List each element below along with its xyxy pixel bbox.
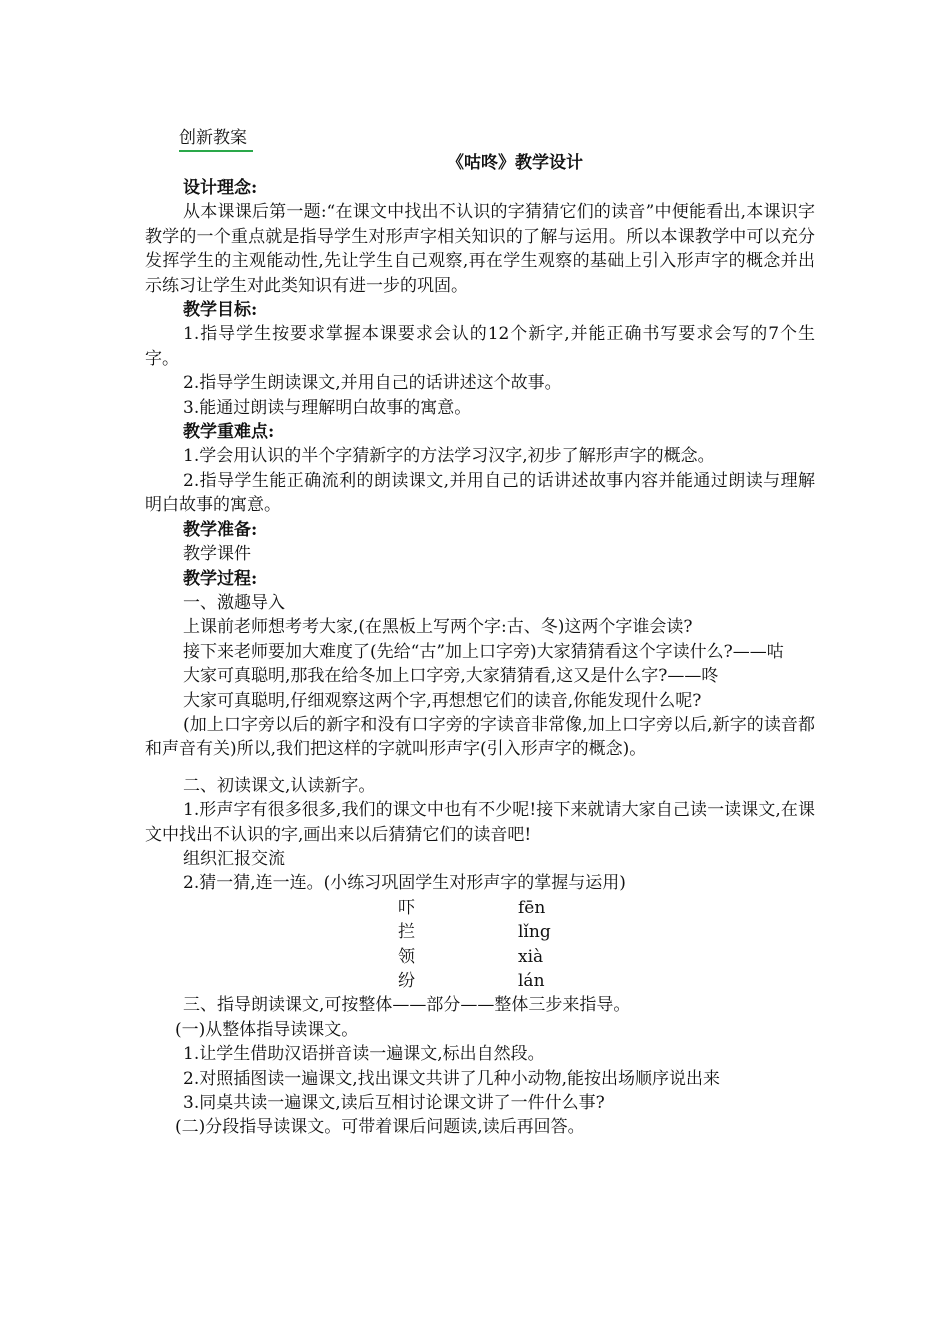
match-char: 吓 — [398, 897, 415, 918]
step3-title: 三、指导朗读课文,可按整体——部分——整体三步来指导。 — [183, 995, 631, 1016]
prep-heading: 教学准备: — [183, 519, 258, 540]
prep-text: 教学课件 — [183, 544, 251, 565]
match-pinyin: lán — [518, 971, 545, 991]
match-pinyin: fēn — [518, 897, 546, 918]
step3-item: 2.对照插图读一遍课文,找出课文共讲了几种小动物,能按出场顺序说出来 — [183, 1068, 721, 1089]
step3-item: 1.让学生借助汉语拼音读一遍课文,标出自然段。 — [183, 1044, 545, 1065]
matching-exercise — [145, 896, 815, 994]
step2-title: 二、初读课文,认读新字。 — [183, 775, 376, 796]
step3-subheading: (一)从整体指导读课文。 — [175, 1019, 359, 1040]
step1-paragraph: 大家可真聪明,仔细观察这两个字,再想想它们的读音,你能发现什么呢? — [183, 690, 702, 711]
step1-paragraph: 接下来老师要加大难度了(先给“古”加上口字旁)大家猜猜看这个字读什么?——咕 — [183, 641, 784, 662]
step2-paragraph: 1.形声字有很多很多,我们的课文中也有不少呢!接下来就请大家自己读一读课文,在课文中找出不认识的字,画出来以后猜猜它们的读音吧! — [145, 800, 815, 845]
step1-title: 一、激趣导入 — [183, 592, 285, 613]
step2-paragraph: 组织汇报交流 — [183, 848, 285, 869]
match-char: 拦 — [398, 922, 415, 943]
match-char: 领 — [398, 946, 415, 967]
goal-3: 3.能通过朗读与理解明白故事的寓意。 — [183, 397, 472, 418]
key-2: 2.指导学生能正确流利的朗读课文,并用自己的话讲述故事内容并能通过朗读与理解明白故事的寓意。 — [145, 470, 815, 516]
step1-paragraph: 大家可真聪明,那我在给冬加上口字旁,大家猜猜看,这又是什么字?——咚 — [183, 666, 719, 687]
header-tag: 创新教案 — [179, 127, 253, 152]
concept-heading: 设计理念: — [183, 178, 258, 198]
document-body — [145, 176, 815, 1140]
goal-2: 2.指导学生朗读课文,并用自己的话讲述这个故事。 — [183, 373, 562, 394]
key-heading: 教学重难点: — [183, 422, 275, 443]
match-pinyin: lǐng — [518, 922, 551, 943]
concept-text: 从本课课后第一题:“在课文中找出不认识的字猜猜它们的读音”中便能看出,本课识字教学的一个重点就是指导学生对形声字相关知识的了解与运用。所以本课教学中可以充分发挥学生的主观能动性,先让学生自己观察,再在学生观察的基础上引入形声字的概念并出示练习让学生对此类知识有进一步的巩固。 — [145, 202, 815, 296]
process-heading: 教学过程: — [183, 568, 258, 589]
document-title: 《咕咚》教学设计 — [447, 153, 583, 173]
goals-heading: 教学目标: — [183, 300, 258, 321]
goal-1: 1.指导学生按要求掌握本课要求会认的12个新字,并能正确书写要求会写的7个生字。 — [145, 324, 815, 369]
step3-subheading: (二)分段指导读课文。可带着课后问题读,读后再回答。 — [175, 1117, 585, 1138]
step1-paragraph: (加上口字旁以后的新字和没有口字旁的字读音非常像,加上口字旁以后,新字的读音都和声音有关)所以,我们把这样的字就叫形声字(引入形声字的概念)。 — [145, 714, 815, 760]
step1-paragraph: 上课前老师想考考大家,(在黑板上写两个字:古、冬)这两个字谁会读? — [183, 617, 693, 638]
step3-item: 3.同桌共读一遍课文,读后互相讨论课文讲了一件什么事? — [183, 1093, 605, 1114]
step2-paragraph: 2.猜一猜,连一连。(小练习巩固学生对形声字的掌握与运用) — [183, 873, 626, 894]
match-char: 纷 — [398, 971, 415, 991]
match-pinyin: xià — [518, 946, 544, 967]
key-1: 1.学会用认识的半个字猜新字的方法学习汉字,初步了解形声字的概念。 — [183, 446, 715, 467]
